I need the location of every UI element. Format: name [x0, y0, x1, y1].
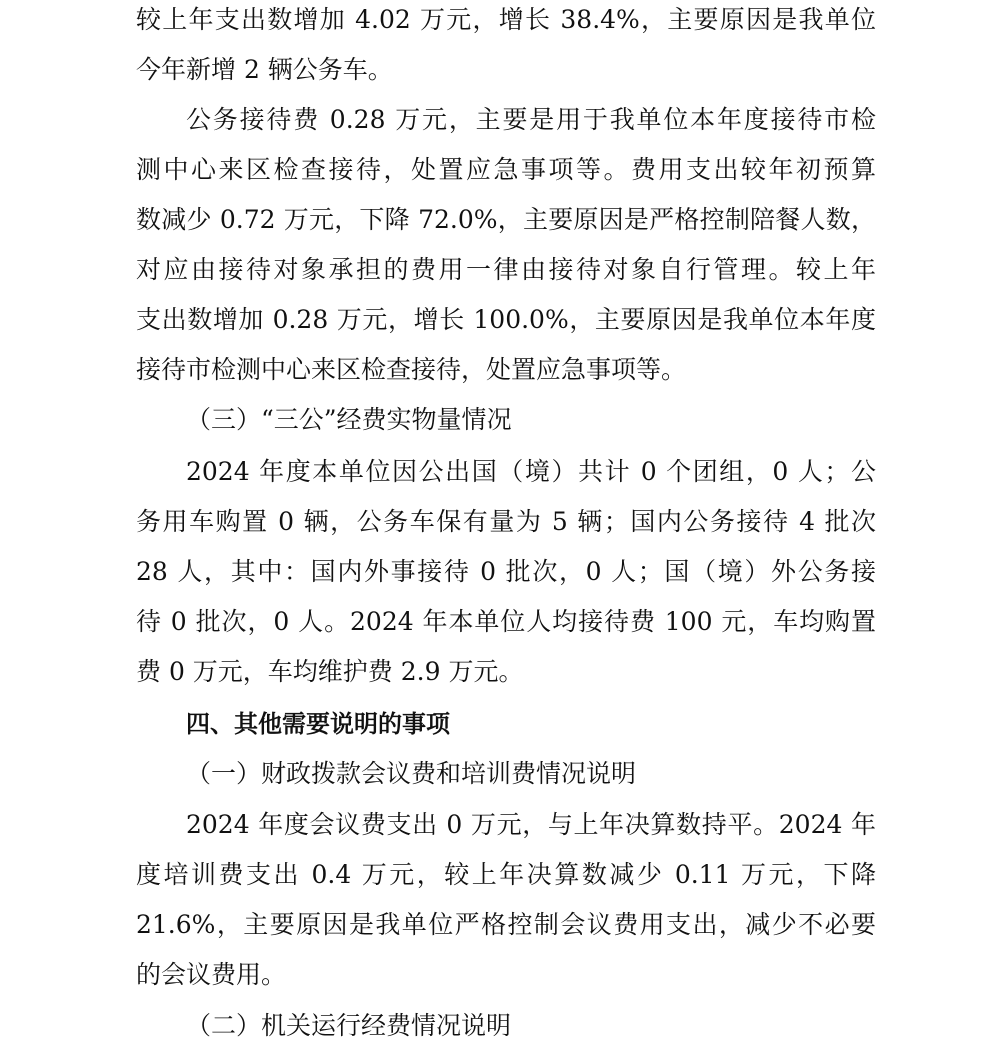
paragraph-line: 数减少 0.72 万元，下降 72.0%，主要原因是严格控制陪餐人数， [136, 205, 876, 234]
subheading-three: （三）“三公”经费实物量情况 [186, 405, 512, 434]
section-four-title: 四、其他需要说明的事项 [186, 710, 450, 738]
paragraph-line: 接待市检测中心来区检查接待，处置应急事项等。 [136, 355, 687, 384]
paragraph-line: 较上年支出数增加 4.02 万元，增长 38.4%，主要原因是我单位 [136, 5, 876, 34]
paragraph-line: 2024 年度会议费支出 0 万元，与上年决算数持平。2024 年 [186, 810, 876, 839]
subheading-two: （二）机关运行经费情况说明 [186, 1011, 512, 1040]
subheading-one: （一）财政拨款会议费和培训费情况说明 [186, 759, 637, 788]
paragraph-line: 对应由接待对象承担的费用一律由接待对象自行管理。较上年 [136, 255, 876, 284]
paragraph-line: 务用车购置 0 辆，公务车保有量为 5 辆；国内公务接待 4 批次 [136, 507, 876, 536]
paragraph-line: 21.6%，主要原因是我单位严格控制会议费用支出，减少不必要 [136, 910, 876, 939]
paragraph-line: 待 0 批次，0 人。2024 年本单位人均接待费 100 元，车均购置 [136, 607, 876, 636]
paragraph-line: 支出数增加 0.28 万元，增长 100.0%，主要原因是我单位本年度 [136, 305, 876, 334]
paragraph-line: 公务接待费 0.28 万元，主要是用于我单位本年度接待市检 [186, 105, 876, 134]
paragraph-line: 度培训费支出 0.4 万元，较上年决算数减少 0.11 万元，下降 [136, 860, 876, 889]
paragraph-line: 测中心来区检查接待，处置应急事项等。费用支出较年初预算 [136, 155, 876, 184]
paragraph-line: 28 人，其中：国内外事接待 0 批次，0 人；国（境）外公务接 [136, 557, 876, 586]
paragraph-line: 的会议费用。 [136, 960, 287, 989]
paragraph-line: 2024 年度本单位因公出国（境）共计 0 个团组，0 人；公 [186, 457, 876, 486]
paragraph-line: 今年新增 2 辆公务车。 [136, 55, 393, 84]
paragraph-line: 费 0 万元，车均维护费 2.9 万元。 [136, 657, 524, 686]
